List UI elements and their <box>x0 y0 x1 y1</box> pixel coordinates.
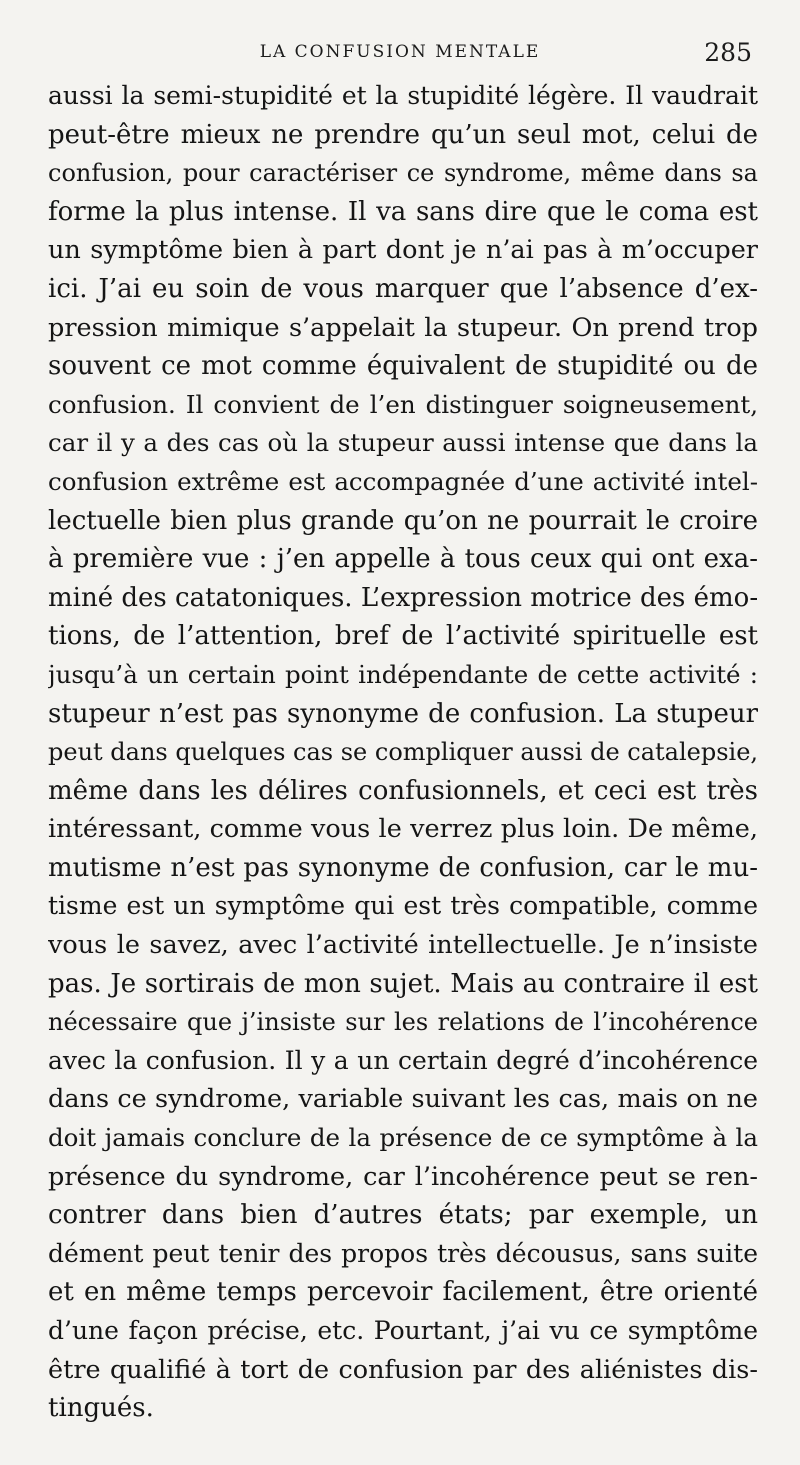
text-line: un symptôme bien à part dont je n’ai pas à m’occuper <box>48 235 758 266</box>
text-line: présence du syndrome, car l’incohérence peut se ren- <box>48 1161 758 1192</box>
page-number: 285 <box>704 38 752 67</box>
text-line: vous le savez, avec l’activité intellectuelle. Je n’insiste <box>48 930 758 961</box>
text-line: tions, de l’attention, bref de l’activité spirituelle est <box>48 621 758 652</box>
text-line: tingués. <box>48 1393 154 1424</box>
text-line: tisme est un symptôme qui est très compatible, comme <box>48 891 758 921</box>
text-line: souvent ce mot comme équivalent de stupidité ou de <box>48 351 758 382</box>
text-line: même dans les délires confusionnels, et ceci est très <box>48 775 758 806</box>
text-line: à première vue : j’en appelle à tous ceux qui ont exa- <box>48 544 758 575</box>
text-line: ici. J’ai eu soin de vous marquer que l’absence d’ex- <box>48 273 758 304</box>
text-line: mutisme n’est pas synonyme de confusion, car le mu- <box>48 852 758 883</box>
text-line: intéressant, comme vous le verrez plus loin. De même, <box>48 814 758 845</box>
text-line: car il y a des cas où la stupeur aussi intense que dans la <box>48 428 758 458</box>
text-line: miné des catatoniques. L’expression motrice des émo- <box>48 582 758 613</box>
text-line: nécessaire que j’insiste sur les relations de l’incohérence <box>48 1008 758 1037</box>
text-line: confusion, pour caractériser ce syndrome, même dans sa <box>48 159 758 188</box>
text-line: stupeur n’est pas synonyme de confusion. La stupeur <box>48 698 758 729</box>
text-line: pression mimique s’appelait la stupeur. On prend trop <box>48 312 758 343</box>
page-header <box>0 38 800 68</box>
text-line: dément peut tenir des propos très décousus, sans suite <box>48 1238 758 1268</box>
text-line: avec la confusion. Il y a un certain degré d’incohérence <box>48 1045 758 1075</box>
text-line: jusqu’à un certain point indépendante de cette activité : <box>48 659 758 689</box>
text-line: doit jamais conclure de la présence de ce symptôme à la <box>48 1123 758 1153</box>
text-line: forme la plus intense. Il va sans dire que le coma est <box>48 196 758 227</box>
text-line: dans ce syndrome, variable suivant les cas, mais on ne <box>48 1084 758 1115</box>
text-line: pas. Je sortirais de mon sujet. Mais au contraire il est <box>48 968 758 999</box>
text-line: lectuelle bien plus grande qu’on ne pourrait le croire <box>48 505 758 536</box>
text-line: être qualifié à tort de confusion par des aliénistes dis- <box>48 1354 758 1385</box>
text-line: aussi la semi-stupidité et la stupidité légère. Il vaudrait <box>48 81 758 110</box>
text-line: peut dans quelques cas se compliquer aussi de catalepsie, <box>48 738 758 767</box>
text-line: peut-être mieux ne prendre qu’un seul mot, celui de <box>48 119 758 150</box>
running-title: LA CONFUSION MENTALE <box>259 42 541 62</box>
text-line: confusion. Il convient de l’en distinguer soigneusement, <box>48 389 758 419</box>
text-line: et en même temps percevoir facilement, être orienté <box>48 1277 758 1308</box>
body-text <box>48 77 758 1428</box>
text-line: d’une façon précise, etc. Pourtant, j’ai vu ce symptôme <box>48 1316 758 1345</box>
text-line: confusion extrême est accompagnée d’une activité intel- <box>48 466 758 496</box>
text-line: contrer dans bien d’autres états; par exemple, un <box>48 1200 758 1231</box>
